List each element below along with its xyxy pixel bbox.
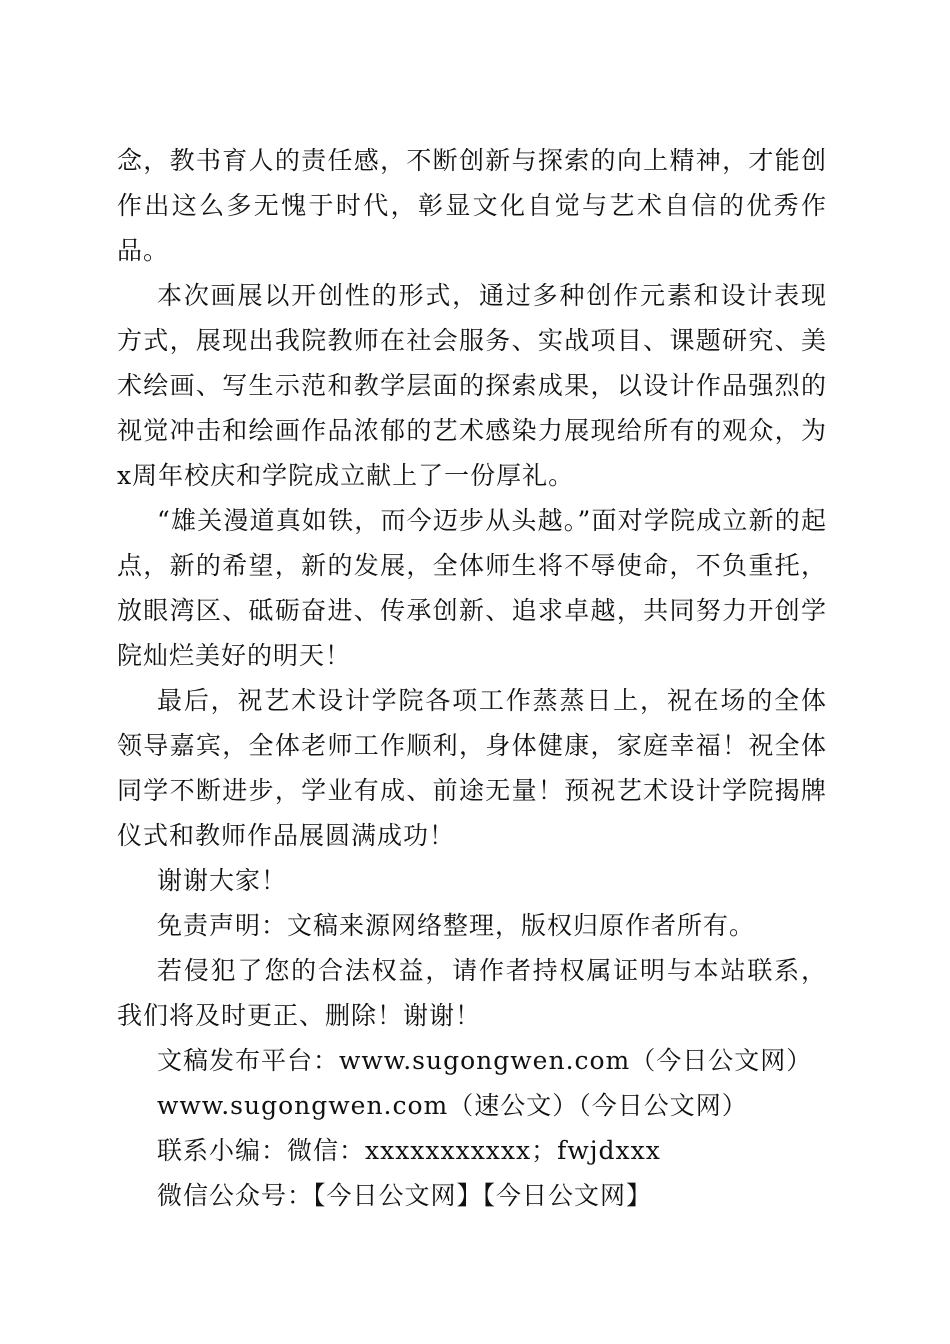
paragraph-quote: “雄关漫道真如铁，而今迈步从头越。”面对学院成立新的起点，新的希望，新的发展，全体师生将不辱使命，不负重托，放眼湾区、砥砺奋进、传承创新、追求卓越，共同努力开创学院灿烂美好的明天！	[117, 506, 827, 670]
document-body	[117, 138, 827, 1218]
paragraph-exhibition: 本次画展以开创性的形式，通过多种创作元素和设计表现方式，展现出我院教师在社会服务、实战项目、课题研究、美术绘画、写生示范和教学层面的探索成果，以设计作品强烈的视觉冲击和绘画作品浓郁的艺术感染力展现给所有的观众，为x周年校庆和学院成立献上了一份厚礼。	[117, 281, 827, 490]
paragraph-thanks: 谢谢大家！	[157, 866, 288, 895]
paragraph-wechat-account: 微信公众号：【今日公文网】【今日公文网】	[157, 1181, 653, 1210]
paragraph-disclaimer: 免责声明：文稿来源网络整理，版权归原作者所有。	[157, 911, 756, 940]
paragraph-contact: 联系小编：微信：xxxxxxxxxxx；fwjdxxx	[157, 1136, 661, 1165]
paragraph-website: www.sugongwen.com（速公文）（今日公文网）	[157, 1091, 748, 1120]
paragraph-wishes: 最后，祝艺术设计学院各项工作蒸蒸日上，祝在场的全体领导嘉宾，全体老师工作顺利，身体健康，家庭幸福！祝全体同学不断进步，学业有成、前途无量！预祝艺术设计学院揭牌仪式和教师作品展圆满成功！	[117, 686, 827, 850]
paragraph-infringement: 若侵犯了您的合法权益，请作者持权属证明与本站联系，我们将及时更正、删除！谢谢！	[117, 956, 827, 1030]
paragraph-continuation: 念，教书育人的责任感，不断创新与探索的向上精神，才能创作出这么多无愧于时代，彰显文化自觉与艺术自信的优秀作品。	[117, 146, 827, 265]
paragraph-platform: 文稿发布平台：www.sugongwen.com（今日公文网）	[157, 1046, 813, 1075]
